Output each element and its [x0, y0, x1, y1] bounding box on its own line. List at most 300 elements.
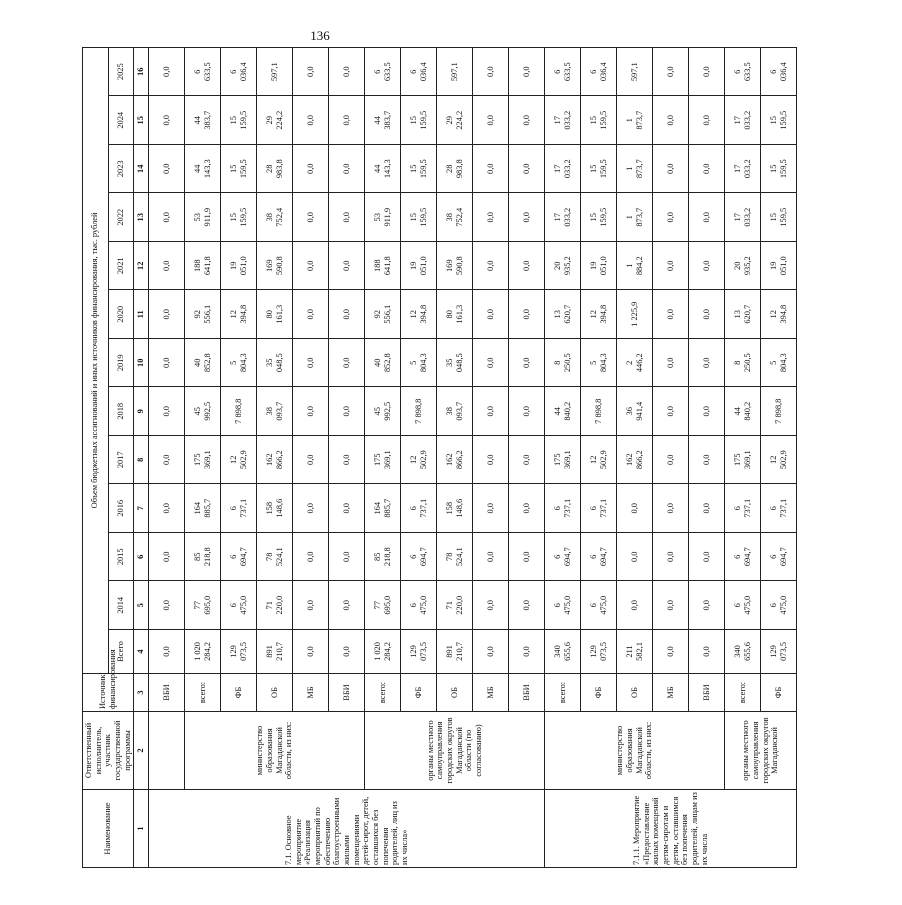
amount-cell: 0,0 — [149, 145, 185, 194]
amount-cell: 6 694,7 — [401, 533, 437, 582]
table-row — [725, 47, 761, 867]
amount-cell: 15 159,5 — [761, 96, 797, 145]
amount-cell: 17 033,2 — [545, 96, 581, 145]
amount-cell: 77 695,0 — [185, 581, 221, 630]
amount-cell: 7 898,8 — [221, 387, 257, 436]
amount-cell: 0,0 — [473, 339, 509, 388]
amount-cell: 0,0 — [653, 581, 689, 630]
amount-cell: 7 898,8 — [581, 387, 617, 436]
amount-cell: 0,0 — [653, 630, 689, 674]
source-cell: ФБ — [581, 674, 617, 712]
column-number: 7 — [134, 484, 149, 533]
amount-cell: 129 073,5 — [761, 630, 797, 674]
column-number: 16 — [134, 47, 149, 96]
amount-cell: 0,0 — [329, 581, 365, 630]
amount-cell: 36 941,4 — [617, 387, 653, 436]
source-cell: всего: — [725, 674, 761, 712]
amount-cell: 15 159,5 — [401, 96, 437, 145]
amount-cell: 17 033,2 — [545, 193, 581, 242]
amount-cell: 78 524,1 — [437, 533, 473, 582]
amount-cell: 6 036,4 — [221, 47, 257, 96]
amount-cell: 6 475,0 — [761, 581, 797, 630]
amount-cell: 164 885,7 — [185, 484, 221, 533]
amount-cell: 45 992,5 — [185, 387, 221, 436]
header-year: 2015 — [108, 533, 134, 582]
amount-cell: 0,0 — [617, 484, 653, 533]
amount-cell: 175 369,1 — [185, 436, 221, 485]
amount-cell: 0,0 — [293, 339, 329, 388]
column-number: 2 — [134, 712, 149, 790]
header-year: 2018 — [108, 387, 134, 436]
header-year: 2021 — [108, 242, 134, 291]
amount-cell: 0,0 — [293, 242, 329, 291]
column-number: 4 — [134, 630, 149, 674]
amount-cell: 20 935,2 — [725, 242, 761, 291]
amount-cell: 6 737,1 — [221, 484, 257, 533]
amount-cell: 6 633,5 — [185, 47, 221, 96]
header-year: 2023 — [108, 145, 134, 194]
header-year: 2024 — [108, 96, 134, 145]
amount-cell: 53 911,9 — [185, 193, 221, 242]
amount-cell: 15 159,5 — [581, 193, 617, 242]
amount-cell: 0,0 — [329, 436, 365, 485]
column-number: 9 — [134, 387, 149, 436]
amount-cell: 188 641,8 — [365, 242, 401, 291]
amount-cell: 597,1 — [437, 47, 473, 96]
amount-cell: 0,0 — [149, 47, 185, 96]
table-body — [149, 47, 797, 867]
source-cell: ОБ — [617, 674, 653, 712]
amount-cell: 6 737,1 — [545, 484, 581, 533]
amount-cell: 891 210,7 — [437, 630, 473, 674]
amount-cell: 0,0 — [329, 484, 365, 533]
amount-cell: 6 475,0 — [545, 581, 581, 630]
amount-cell: 29 224,2 — [437, 96, 473, 145]
amount-cell: 45 992,5 — [365, 387, 401, 436]
amount-cell: 13 620,7 — [545, 290, 581, 339]
header-year: 2020 — [108, 290, 134, 339]
amount-cell: 0,0 — [149, 242, 185, 291]
column-number: 14 — [134, 145, 149, 194]
amount-cell: 6 737,1 — [581, 484, 617, 533]
executor-cell: министерство образования Магаданской области, из них: — [185, 712, 365, 790]
table-row — [149, 47, 185, 867]
amount-cell: 19 051,0 — [761, 242, 797, 291]
rotated-table-area — [82, 48, 902, 865]
amount-cell: 15 159,5 — [761, 145, 797, 194]
amount-cell: 0,0 — [473, 436, 509, 485]
source-cell: ВБИ — [689, 674, 725, 712]
amount-cell: 44 383,7 — [185, 96, 221, 145]
amount-cell: 0,0 — [689, 145, 725, 194]
amount-cell: 15 159,5 — [581, 96, 617, 145]
amount-cell: 6 737,1 — [725, 484, 761, 533]
amount-cell: 38 752,4 — [437, 193, 473, 242]
amount-cell: 0,0 — [329, 533, 365, 582]
amount-cell: 0,0 — [329, 145, 365, 194]
header-year: 2022 — [108, 193, 134, 242]
header-year: 2014 — [108, 581, 134, 630]
table-row — [185, 47, 221, 867]
measure-name-cell: 7.1.1. Мероприятие «Предоставление жилых помещений детям-сиротам и детям, оставшимся без попечения родителей, лицам из их числа — [545, 790, 797, 868]
amount-cell: 0,0 — [689, 290, 725, 339]
amount-cell: 92 556,1 — [365, 290, 401, 339]
amount-cell: 85 218,8 — [185, 533, 221, 582]
amount-cell: 0,0 — [689, 193, 725, 242]
column-number: 13 — [134, 193, 149, 242]
amount-cell: 0,0 — [689, 242, 725, 291]
amount-cell: 0,0 — [653, 47, 689, 96]
amount-cell: 17 033,2 — [725, 193, 761, 242]
source-cell: МБ — [653, 674, 689, 712]
amount-cell: 44 840,2 — [545, 387, 581, 436]
amount-cell: 19 051,0 — [581, 242, 617, 291]
amount-cell: 19 051,0 — [221, 242, 257, 291]
amount-cell: 1 873,7 — [617, 145, 653, 194]
amount-cell: 28 983,8 — [437, 145, 473, 194]
amount-cell: 53 911,9 — [365, 193, 401, 242]
amount-cell: 0,0 — [653, 436, 689, 485]
executor-cell: органы местного самоуправления городских округов Магаданской области (по согласованию) — [365, 712, 545, 790]
amount-cell: 162 866,2 — [437, 436, 473, 485]
amount-cell: 0,0 — [293, 484, 329, 533]
table-row — [365, 47, 401, 867]
amount-cell: 0,0 — [509, 436, 545, 485]
amount-cell: 0,0 — [473, 242, 509, 291]
amount-cell: 0,0 — [509, 290, 545, 339]
amount-cell: 77 695,0 — [365, 581, 401, 630]
amount-cell: 175 369,1 — [725, 436, 761, 485]
header-year: Всего — [108, 630, 134, 674]
source-cell: всего: — [545, 674, 581, 712]
source-cell: ВБИ — [509, 674, 545, 712]
amount-cell: 71 220,0 — [257, 581, 293, 630]
column-number: 6 — [134, 533, 149, 582]
column-number: 8 — [134, 436, 149, 485]
amount-cell: 19 051,0 — [401, 242, 437, 291]
amount-cell: 44 840,2 — [725, 387, 761, 436]
amount-cell: 162 866,2 — [617, 436, 653, 485]
amount-cell: 7 898,8 — [401, 387, 437, 436]
amount-cell: 0,0 — [329, 96, 365, 145]
amount-cell: 0,0 — [509, 533, 545, 582]
column-number: 1 — [134, 790, 149, 868]
amount-cell: 0,0 — [653, 145, 689, 194]
amount-cell: 1 884,2 — [617, 242, 653, 291]
amount-cell: 129 073,5 — [581, 630, 617, 674]
amount-cell: 13 620,7 — [725, 290, 761, 339]
amount-cell: 0,0 — [473, 193, 509, 242]
amount-cell: 6 694,7 — [221, 533, 257, 582]
header-executor: Ответственный исполнитель, участник государственной программы — [83, 712, 134, 790]
source-cell: ФБ — [221, 674, 257, 712]
amount-cell: 0,0 — [653, 484, 689, 533]
header-year: 2025 — [108, 47, 134, 96]
amount-cell: 17 033,2 — [725, 145, 761, 194]
amount-cell: 0,0 — [689, 484, 725, 533]
amount-cell: 0,0 — [689, 581, 725, 630]
amount-cell: 0,0 — [653, 387, 689, 436]
column-number: 12 — [134, 242, 149, 291]
amount-cell: 0,0 — [149, 436, 185, 485]
executor-cell: министерство образования Магаданской области, из них: — [545, 712, 725, 790]
amount-cell: 2 446,2 — [617, 339, 653, 388]
header-year: 2019 — [108, 339, 134, 388]
amount-cell: 0,0 — [473, 630, 509, 674]
amount-cell: 15 159,5 — [401, 193, 437, 242]
amount-cell: 0,0 — [329, 387, 365, 436]
amount-cell: 0,0 — [653, 533, 689, 582]
header-source: Источник финансирования — [83, 674, 134, 712]
amount-cell: 0,0 — [473, 484, 509, 533]
amount-cell: 0,0 — [509, 387, 545, 436]
amount-cell: 597,1 — [257, 47, 293, 96]
amount-cell: 6 737,1 — [401, 484, 437, 533]
amount-cell: 0,0 — [653, 339, 689, 388]
source-cell: ВБИ — [329, 674, 365, 712]
header-volume: Объем бюджетных ассигнований и иных источников финансирования, тыс. рублей — [83, 47, 109, 673]
amount-cell: 175 369,1 — [365, 436, 401, 485]
source-cell: МБ — [473, 674, 509, 712]
amount-cell: 0,0 — [329, 242, 365, 291]
amount-cell: 8 250,5 — [725, 339, 761, 388]
amount-cell: 15 159,5 — [221, 96, 257, 145]
amount-cell: 0,0 — [473, 533, 509, 582]
column-number: 15 — [134, 96, 149, 145]
amount-cell: 38 093,7 — [437, 387, 473, 436]
amount-cell: 0,0 — [689, 339, 725, 388]
amount-cell: 0,0 — [653, 193, 689, 242]
amount-cell: 0,0 — [689, 630, 725, 674]
amount-cell: 6 475,0 — [401, 581, 437, 630]
amount-cell: 0,0 — [689, 96, 725, 145]
column-number: 11 — [134, 290, 149, 339]
amount-cell: 164 885,7 — [365, 484, 401, 533]
amount-cell: 85 218,8 — [365, 533, 401, 582]
amount-cell: 12 502,9 — [581, 436, 617, 485]
source-cell: ФБ — [761, 674, 797, 712]
amount-cell: 0,0 — [329, 193, 365, 242]
amount-cell: 0,0 — [473, 145, 509, 194]
amount-cell: 0,0 — [689, 436, 725, 485]
amount-cell: 5 804,3 — [581, 339, 617, 388]
amount-cell: 44 143,3 — [365, 145, 401, 194]
amount-cell: 0,0 — [329, 47, 365, 96]
source-cell: всего: — [365, 674, 401, 712]
amount-cell: 158 148,6 — [437, 484, 473, 533]
amount-cell: 0,0 — [509, 339, 545, 388]
amount-cell: 6 694,7 — [545, 533, 581, 582]
amount-cell: 15 159,5 — [221, 193, 257, 242]
amount-cell: 340 655,6 — [545, 630, 581, 674]
column-number: 5 — [134, 581, 149, 630]
measure-name-cell: 7.1. Основное мероприятие «Реализация мероприятий по обеспечению благоустроенными жилыми помещениями детей-сирот, детей, оставшихся без попечения родителей, лиц из их числа» — [149, 790, 545, 868]
amount-cell: 12 502,9 — [401, 436, 437, 485]
amount-cell: 0,0 — [509, 630, 545, 674]
amount-cell: 0,0 — [473, 290, 509, 339]
amount-cell: 12 502,9 — [221, 436, 257, 485]
amount-cell: 0,0 — [509, 242, 545, 291]
amount-cell: 6 633,5 — [545, 47, 581, 96]
amount-cell: 44 383,7 — [365, 96, 401, 145]
table-row — [545, 47, 581, 867]
amount-cell: 38 093,7 — [257, 387, 293, 436]
amount-cell: 0,0 — [617, 533, 653, 582]
amount-cell: 15 159,5 — [761, 193, 797, 242]
header-row-top — [83, 47, 109, 867]
column-number: 10 — [134, 339, 149, 388]
amount-cell: 0,0 — [293, 96, 329, 145]
amount-cell: 0,0 — [293, 387, 329, 436]
amount-cell: 340 655,6 — [725, 630, 761, 674]
amount-cell: 0,0 — [293, 47, 329, 96]
header-column-numbers-row — [134, 47, 149, 867]
amount-cell: 0,0 — [293, 630, 329, 674]
amount-cell: 6 036,4 — [401, 47, 437, 96]
source-cell: ФБ — [401, 674, 437, 712]
amount-cell: 12 394,8 — [221, 290, 257, 339]
source-cell: ОБ — [437, 674, 473, 712]
amount-cell: 12 394,8 — [761, 290, 797, 339]
amount-cell: 0,0 — [653, 96, 689, 145]
amount-cell: 44 143,3 — [185, 145, 221, 194]
amount-cell: 158 148,6 — [257, 484, 293, 533]
column-number: 3 — [134, 674, 149, 712]
amount-cell: 0,0 — [617, 581, 653, 630]
amount-cell: 92 556,1 — [185, 290, 221, 339]
amount-cell: 7 898,8 — [761, 387, 797, 436]
amount-cell: 38 752,4 — [257, 193, 293, 242]
amount-cell: 29 224,2 — [257, 96, 293, 145]
amount-cell: 175 369,1 — [545, 436, 581, 485]
amount-cell: 6 694,7 — [581, 533, 617, 582]
amount-cell: 0,0 — [293, 581, 329, 630]
source-cell: ВБИ — [149, 674, 185, 712]
executor-cell — [149, 712, 185, 790]
amount-cell: 6 475,0 — [221, 581, 257, 630]
amount-cell: 0,0 — [149, 193, 185, 242]
amount-cell: 35 048,5 — [437, 339, 473, 388]
amount-cell: 0,0 — [329, 339, 365, 388]
source-cell: всего: — [185, 674, 221, 712]
amount-cell: 0,0 — [149, 484, 185, 533]
amount-cell: 20 935,2 — [545, 242, 581, 291]
amount-cell: 1 225,9 — [617, 290, 653, 339]
amount-cell: 0,0 — [149, 339, 185, 388]
source-cell: МБ — [293, 674, 329, 712]
amount-cell: 0,0 — [653, 242, 689, 291]
source-cell: ОБ — [257, 674, 293, 712]
amount-cell: 12 394,8 — [581, 290, 617, 339]
funding-table — [82, 47, 797, 868]
amount-cell: 169 590,8 — [257, 242, 293, 291]
amount-cell: 6 036,4 — [581, 47, 617, 96]
amount-cell: 0,0 — [509, 484, 545, 533]
amount-cell: 0,0 — [689, 387, 725, 436]
amount-cell: 6 036,4 — [761, 47, 797, 96]
amount-cell: 1 020 284,2 — [365, 630, 401, 674]
amount-cell: 0,0 — [149, 533, 185, 582]
amount-cell: 129 073,5 — [221, 630, 257, 674]
amount-cell: 15 159,5 — [401, 145, 437, 194]
amount-cell: 5 804,3 — [401, 339, 437, 388]
amount-cell: 891 210,7 — [257, 630, 293, 674]
amount-cell: 0,0 — [293, 145, 329, 194]
amount-cell: 1 020 284,2 — [185, 630, 221, 674]
amount-cell: 80 161,3 — [437, 290, 473, 339]
amount-cell: 0,0 — [653, 290, 689, 339]
amount-cell: 0,0 — [293, 533, 329, 582]
amount-cell: 15 159,5 — [581, 145, 617, 194]
amount-cell: 0,0 — [509, 47, 545, 96]
amount-cell: 211 582,1 — [617, 630, 653, 674]
rotated-table-wrapper — [82, 48, 788, 868]
amount-cell: 0,0 — [149, 581, 185, 630]
amount-cell: 17 033,2 — [545, 145, 581, 194]
amount-cell: 188 641,8 — [185, 242, 221, 291]
amount-cell: 5 804,3 — [761, 339, 797, 388]
amount-cell: 597,1 — [617, 47, 653, 96]
amount-cell: 6 633,5 — [725, 47, 761, 96]
amount-cell: 0,0 — [293, 436, 329, 485]
amount-cell: 0,0 — [473, 96, 509, 145]
amount-cell: 0,0 — [473, 387, 509, 436]
amount-cell: 12 394,8 — [401, 290, 437, 339]
amount-cell: 0,0 — [689, 533, 725, 582]
amount-cell: 0,0 — [509, 581, 545, 630]
amount-cell: 0,0 — [149, 290, 185, 339]
amount-cell: 129 073,5 — [401, 630, 437, 674]
amount-cell: 0,0 — [293, 290, 329, 339]
amount-cell: 0,0 — [149, 96, 185, 145]
executor-cell: органы местного самоуправления городских округов Магаданской — [725, 712, 797, 790]
page-number: 136 — [310, 28, 330, 43]
amount-cell: 17 033,2 — [725, 96, 761, 145]
amount-cell: 6 475,0 — [581, 581, 617, 630]
amount-cell: 0,0 — [689, 47, 725, 96]
amount-cell: 6 694,7 — [761, 533, 797, 582]
header-name: Наименование — [83, 790, 134, 868]
amount-cell: 0,0 — [509, 193, 545, 242]
amount-cell: 15 159,5 — [221, 145, 257, 194]
amount-cell: 0,0 — [149, 630, 185, 674]
amount-cell: 1 873,7 — [617, 96, 653, 145]
amount-cell: 0,0 — [149, 387, 185, 436]
amount-cell: 6 694,7 — [725, 533, 761, 582]
amount-cell: 8 250,5 — [545, 339, 581, 388]
header-year: 2017 — [108, 436, 134, 485]
amount-cell: 5 804,3 — [221, 339, 257, 388]
amount-cell: 40 852,8 — [365, 339, 401, 388]
amount-cell: 169 590,8 — [437, 242, 473, 291]
amount-cell: 12 502,9 — [761, 436, 797, 485]
amount-cell: 35 048,5 — [257, 339, 293, 388]
amount-cell: 71 220,0 — [437, 581, 473, 630]
header-year: 2016 — [108, 484, 134, 533]
amount-cell: 0,0 — [329, 630, 365, 674]
amount-cell: 0,0 — [473, 47, 509, 96]
amount-cell: 0,0 — [329, 290, 365, 339]
amount-cell: 78 524,1 — [257, 533, 293, 582]
amount-cell: 6 737,1 — [761, 484, 797, 533]
amount-cell: 0,0 — [293, 193, 329, 242]
amount-cell: 0,0 — [509, 145, 545, 194]
amount-cell: 6 633,5 — [365, 47, 401, 96]
amount-cell: 0,0 — [509, 96, 545, 145]
amount-cell: 6 475,0 — [725, 581, 761, 630]
amount-cell: 1 873,7 — [617, 193, 653, 242]
amount-cell: 162 866,2 — [257, 436, 293, 485]
